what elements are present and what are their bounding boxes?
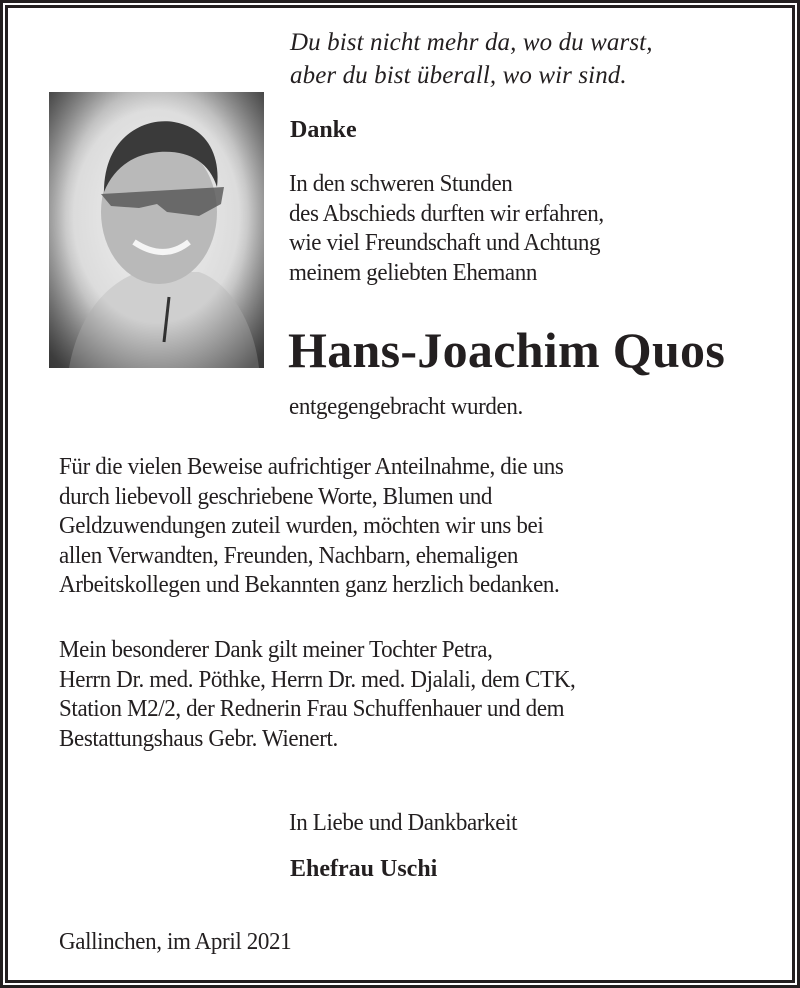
deceased-name: Hans-Joachim Quos	[288, 322, 726, 378]
quote-line-2: aber du bist überall, wo wir sind.	[290, 62, 627, 89]
intro-line-4: meinem geliebten Ehemann	[289, 260, 537, 286]
place-date: Gallinchen, im April 2021	[59, 929, 292, 955]
intro-line-2: des Abschieds durften wir erfahren,	[289, 201, 604, 227]
portrait-illustration	[49, 92, 264, 368]
paragraph1-line-5: Arbeitskollegen und Bekannten ganz herzlich bedanken.	[59, 572, 560, 598]
paragraph2-line-3: Station M2/2, der Rednerin Frau Schuffenhauer und dem	[59, 696, 565, 722]
intro-line-3: wie viel Freundschaft und Achtung	[289, 230, 601, 256]
signature: Ehefrau Uschi	[290, 856, 438, 882]
portrait-photo	[49, 92, 264, 368]
paragraph2-line-4: Bestattungshaus Gebr. Wienert.	[59, 726, 338, 752]
paragraph1-line-3: Geldzuwendungen zuteil wurden, möchten wir uns bei	[59, 513, 544, 539]
paragraph1-line-1: Für die vielen Beweise aufrichtiger Anteilnahme, die uns	[59, 454, 564, 480]
paragraph1-line-4: allen Verwandten, Freunden, Nachbarn, ehemaligen	[59, 543, 519, 569]
after-name-text: entgegengebracht wurden.	[289, 394, 523, 420]
paragraph2-line-2: Herrn Dr. med. Pöthke, Herrn Dr. med. Djalali, dem CTK,	[59, 667, 576, 693]
quote-line-1: Du bist nicht mehr da, wo du warst,	[290, 29, 653, 56]
paragraph2-line-1: Mein besonderer Dank gilt meiner Tochter Petra,	[59, 637, 493, 663]
paragraph1-line-2: durch liebevoll geschriebene Worte, Blumen und	[59, 484, 493, 510]
intro-line-1: In den schweren Stunden	[289, 171, 513, 197]
thanks-heading: Danke	[290, 117, 357, 143]
closing-text: In Liebe und Dankbarkeit	[289, 810, 518, 836]
